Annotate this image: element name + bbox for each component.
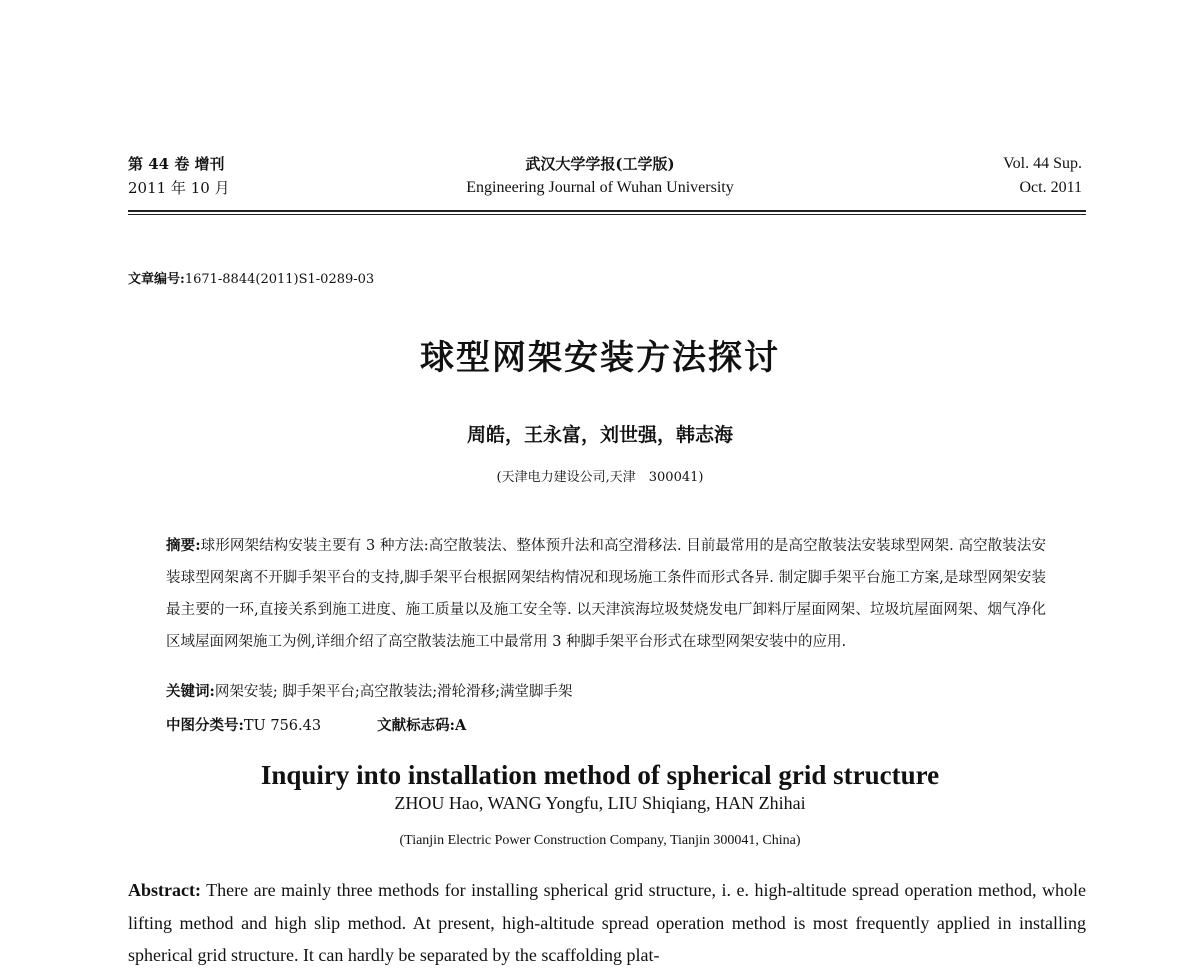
classification-label: 中图分类号:: [166, 717, 244, 734]
abstract-en-text: There are mainly three methods for installing spherical grid structure, i. e. high-altitude spread operation method, whole lifting method and high slip method. At present, high-altitude spread operation method is most frequently applied in installing spherical grid structure. It can hardly be separated by the scaffolding plat-: [128, 880, 1086, 965]
abstract-cn-label: 摘要:: [166, 537, 201, 554]
volume-en: Vol. 44 Sup.: [1003, 155, 1082, 172]
article-number-value: 1671-8844(2011)S1-0289-03: [184, 272, 375, 287]
header-rule: [128, 210, 1086, 212]
affiliation-en: (Tianjin Electric Power Construction Company, Tianjin 300041, China): [399, 833, 801, 848]
publication-date-cn: 2011 年 10 月: [128, 179, 230, 197]
classification: [166, 714, 466, 735]
title-cn: 球型网架安装方法探讨: [420, 338, 780, 378]
volume-info-en: [1003, 152, 1082, 200]
doc-code-label: 文献标志码:: [377, 717, 455, 734]
keywords-label: 关键词:: [166, 683, 215, 700]
authors-en: ZHOU Hao, WANG Yongfu, LIU Shiqiang, HAN Zhihai: [394, 793, 806, 813]
date-en: Oct. 2011: [1019, 179, 1082, 196]
abstract-en: [128, 874, 1086, 972]
classification-value: TU 756.43: [243, 718, 322, 734]
title-en: Inquiry into installation method of spherical grid structure: [260, 760, 940, 790]
header-rule-thin: [128, 214, 1086, 215]
keywords: [166, 680, 573, 701]
authors-cn: 周皓，王永富，刘世强，韩志海: [466, 424, 733, 446]
doc-code-value: A: [454, 717, 467, 734]
abstract-en-label: Abstract:: [128, 880, 201, 900]
article-number-label: 文章编号:: [128, 272, 185, 287]
abstract-cn-text: 球形网架结构安装主要有 3 种方法:高空散装法、整体预升法和高空滑移法. 目前最常用的是高空散装法安装球型网架. 高空散装法安装球型网架离不开脚手架平台的支持,脚手架平台根据网架结构情况和现场施工条件而形式各异. 制定脚手架平台施工方案,是球型网架安装最主要的一环,直接关系到施工进度、施工质量以及施工安全等. 以天津滨海垃圾焚烧发电厂卸料厅屋面网架、垃圾坑屋面网架、烟气净化区域屋面网架施工为例,详细介绍了高空散装法施工中最常用 3 种脚手架平台形式在球型网架安装中的应用.: [166, 538, 1046, 650]
affiliation-cn: (天津电力建设公司,天津 300041): [496, 470, 704, 485]
journal-name-en: Engineering Journal of Wuhan University: [466, 179, 734, 196]
journal-name-cn: 武汉大学学报(工学版): [525, 155, 675, 173]
abstract-cn: [166, 530, 1046, 658]
article-number: [128, 268, 374, 287]
volume-issue: 第 44 卷 增刊: [128, 155, 225, 173]
keywords-text: 网架安装; 脚手架平台;高空散装法;滑轮滑移;满堂脚手架: [214, 684, 573, 700]
